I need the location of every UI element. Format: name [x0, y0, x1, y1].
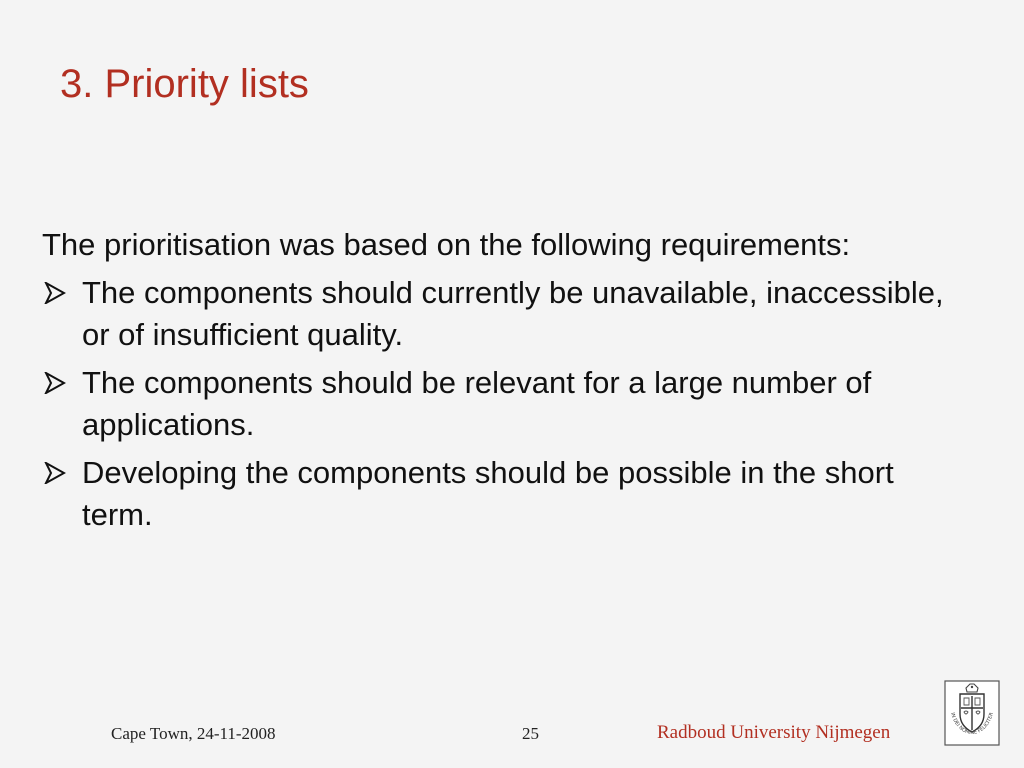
bullet-text: The components should be relevant for a large number of applications. [82, 365, 872, 442]
arrowhead-bullet-icon [44, 272, 74, 314]
list-item [42, 362, 972, 446]
bullet-text: Developing the components should be possible in the short term. [82, 455, 894, 532]
bullet-list [42, 272, 972, 536]
svg-text:IN DEI NOMINE FELICITER: IN DEI NOMINE FELICITER [949, 711, 995, 737]
slide-body [42, 224, 972, 542]
footer-institution: Radboud University Nijmegen [657, 722, 891, 743]
university-seal-icon [944, 680, 1000, 746]
list-item [42, 452, 972, 536]
intro-text: The prioritisation was based on the following requirements: [42, 227, 851, 262]
list-item [42, 272, 972, 356]
slide-title: 3. Priority lists [60, 62, 309, 106]
footer-page-number: 25 [522, 724, 539, 743]
arrowhead-bullet-icon [44, 362, 74, 404]
arrowhead-bullet-icon [44, 452, 74, 494]
footer-location-date: Cape Town, 24-11-2008 [111, 724, 276, 743]
bullet-text: The components should currently be unavailable, inaccessible, or of insufficient quality. [82, 275, 944, 352]
